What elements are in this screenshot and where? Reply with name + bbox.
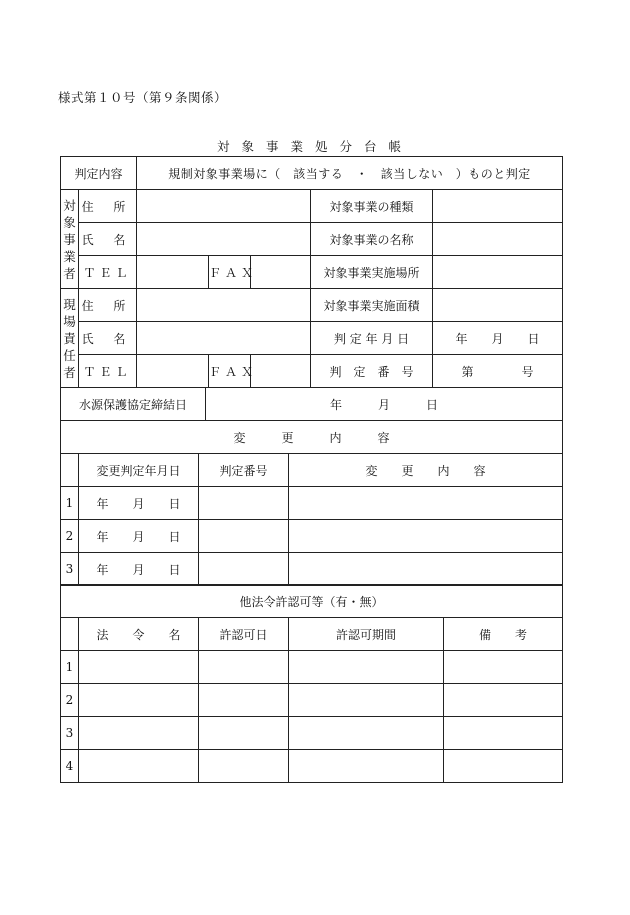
operator-tel-field[interactable] [137, 256, 209, 289]
changes-number-field[interactable] [199, 487, 289, 520]
permit-period-field[interactable] [289, 684, 444, 717]
changes-number-field[interactable] [199, 553, 289, 586]
changes-number-header: 判定番号 [199, 454, 289, 487]
agreement-date-field[interactable]: 年 月 日 [206, 388, 563, 421]
law-name-field[interactable] [79, 750, 199, 783]
other-laws-no-header [61, 618, 79, 651]
document-title: 対象事業処分台帳 [216, 139, 413, 154]
remarks-header: 備 考 [444, 618, 563, 651]
judgement-date-label: 判 定 年 月 日 [311, 322, 433, 355]
operator-group-label: 対 象 事 業 者 [61, 190, 79, 289]
changes-date-field[interactable]: 年 月 日 [79, 520, 199, 553]
changes-row-no: 2 [61, 520, 79, 553]
judgement-label: 判定内容 [61, 157, 137, 190]
business-type-label: 対象事業の種類 [311, 190, 433, 223]
changes-row-no: 3 [61, 553, 79, 586]
judgement-number-field[interactable]: 第 号 [433, 355, 563, 388]
business-name-label: 対象事業の名称 [311, 223, 433, 256]
agreement-date-label: 水源保護協定締結日 [61, 388, 206, 421]
other-laws-table [60, 584, 563, 783]
operator-fax-field[interactable] [251, 256, 311, 289]
changes-header-row [61, 421, 563, 454]
other-laws-header-row [61, 585, 563, 618]
permit-date-header: 許認可日 [199, 618, 289, 651]
permit-date-field[interactable] [199, 750, 289, 783]
changes-row-no: 1 [61, 487, 79, 520]
business-area-field[interactable] [433, 289, 563, 322]
manager-fax-label: ＦＡＸ [209, 355, 251, 388]
ledger-main-table [60, 156, 563, 388]
business-area-label: 対象事業実施面積 [311, 289, 433, 322]
operator-address-row [61, 190, 563, 223]
judgement-row [61, 157, 563, 190]
changes-row [61, 553, 563, 586]
other-laws-row-no: 4 [61, 750, 79, 783]
remarks-field[interactable] [444, 750, 563, 783]
manager-address-label: 住 所 [79, 289, 137, 322]
changes-content-field[interactable] [289, 487, 563, 520]
remarks-field[interactable] [444, 684, 563, 717]
operator-tel-row [61, 256, 563, 289]
business-name-field[interactable] [433, 223, 563, 256]
operator-name-row [61, 223, 563, 256]
other-laws-row [61, 651, 563, 684]
changes-row [61, 520, 563, 553]
manager-group-label: 現 場 責 任 者 [61, 289, 79, 388]
permit-period-field[interactable] [289, 717, 444, 750]
agreement-table [60, 387, 563, 421]
operator-tel-label: ＴＥＬ [79, 256, 137, 289]
manager-name-row [61, 322, 563, 355]
other-laws-row-no: 2 [61, 684, 79, 717]
other-laws-row [61, 750, 563, 783]
permit-date-field[interactable] [199, 717, 289, 750]
changes-date-field[interactable]: 年 月 日 [79, 553, 199, 586]
changes-header: 変 更 内 容 [61, 421, 563, 454]
manager-name-field[interactable] [137, 322, 311, 355]
remarks-field[interactable] [444, 717, 563, 750]
permit-period-field[interactable] [289, 750, 444, 783]
manager-name-label: 氏 名 [79, 322, 137, 355]
business-location-field[interactable] [433, 256, 563, 289]
other-laws-column-row [61, 618, 563, 651]
law-name-field[interactable] [79, 651, 199, 684]
judgement-number-label: 判 定 番 号 [311, 355, 433, 388]
manager-address-row [61, 289, 563, 322]
operator-name-label: 氏 名 [79, 223, 137, 256]
manager-fax-field[interactable] [251, 355, 311, 388]
other-laws-row-no: 1 [61, 651, 79, 684]
other-laws-row [61, 717, 563, 750]
operator-name-field[interactable] [137, 223, 311, 256]
changes-table [60, 420, 563, 586]
agreement-row [61, 388, 563, 421]
changes-content-header: 変 更 内 容 [289, 454, 563, 487]
permit-period-field[interactable] [289, 651, 444, 684]
manager-tel-label: ＴＥＬ [79, 355, 137, 388]
manager-address-field[interactable] [137, 289, 311, 322]
changes-no-header [61, 454, 79, 487]
remarks-field[interactable] [444, 651, 563, 684]
law-name-field[interactable] [79, 684, 199, 717]
operator-fax-label: ＦＡＸ [209, 256, 251, 289]
other-laws-header: 他法令許認可等（有・無） [61, 585, 563, 618]
operator-address-label: 住 所 [79, 190, 137, 223]
other-laws-row [61, 684, 563, 717]
judgement-date-field[interactable]: 年 月 日 [433, 322, 563, 355]
changes-date-field[interactable]: 年 月 日 [79, 487, 199, 520]
operator-address-field[interactable] [137, 190, 311, 223]
changes-column-row [61, 454, 563, 487]
changes-number-field[interactable] [199, 520, 289, 553]
business-location-label: 対象事業実施場所 [311, 256, 433, 289]
manager-tel-row [61, 355, 563, 388]
changes-row [61, 487, 563, 520]
judgement-text: 規制対象事業場に（ 該当する ・ 該当しない ）ものと判定 [137, 157, 563, 190]
changes-date-header: 変更判定年月日 [79, 454, 199, 487]
law-name-header: 法 令 名 [79, 618, 199, 651]
law-name-field[interactable] [79, 717, 199, 750]
form-number: 様式第１０号（第９条関係） [58, 90, 228, 105]
manager-tel-field[interactable] [137, 355, 209, 388]
other-laws-row-no: 3 [61, 717, 79, 750]
business-type-field[interactable] [433, 190, 563, 223]
permit-date-field[interactable] [199, 651, 289, 684]
permit-date-field[interactable] [199, 684, 289, 717]
permit-period-header: 許認可期間 [289, 618, 444, 651]
changes-content-field[interactable] [289, 553, 563, 586]
changes-content-field[interactable] [289, 520, 563, 553]
